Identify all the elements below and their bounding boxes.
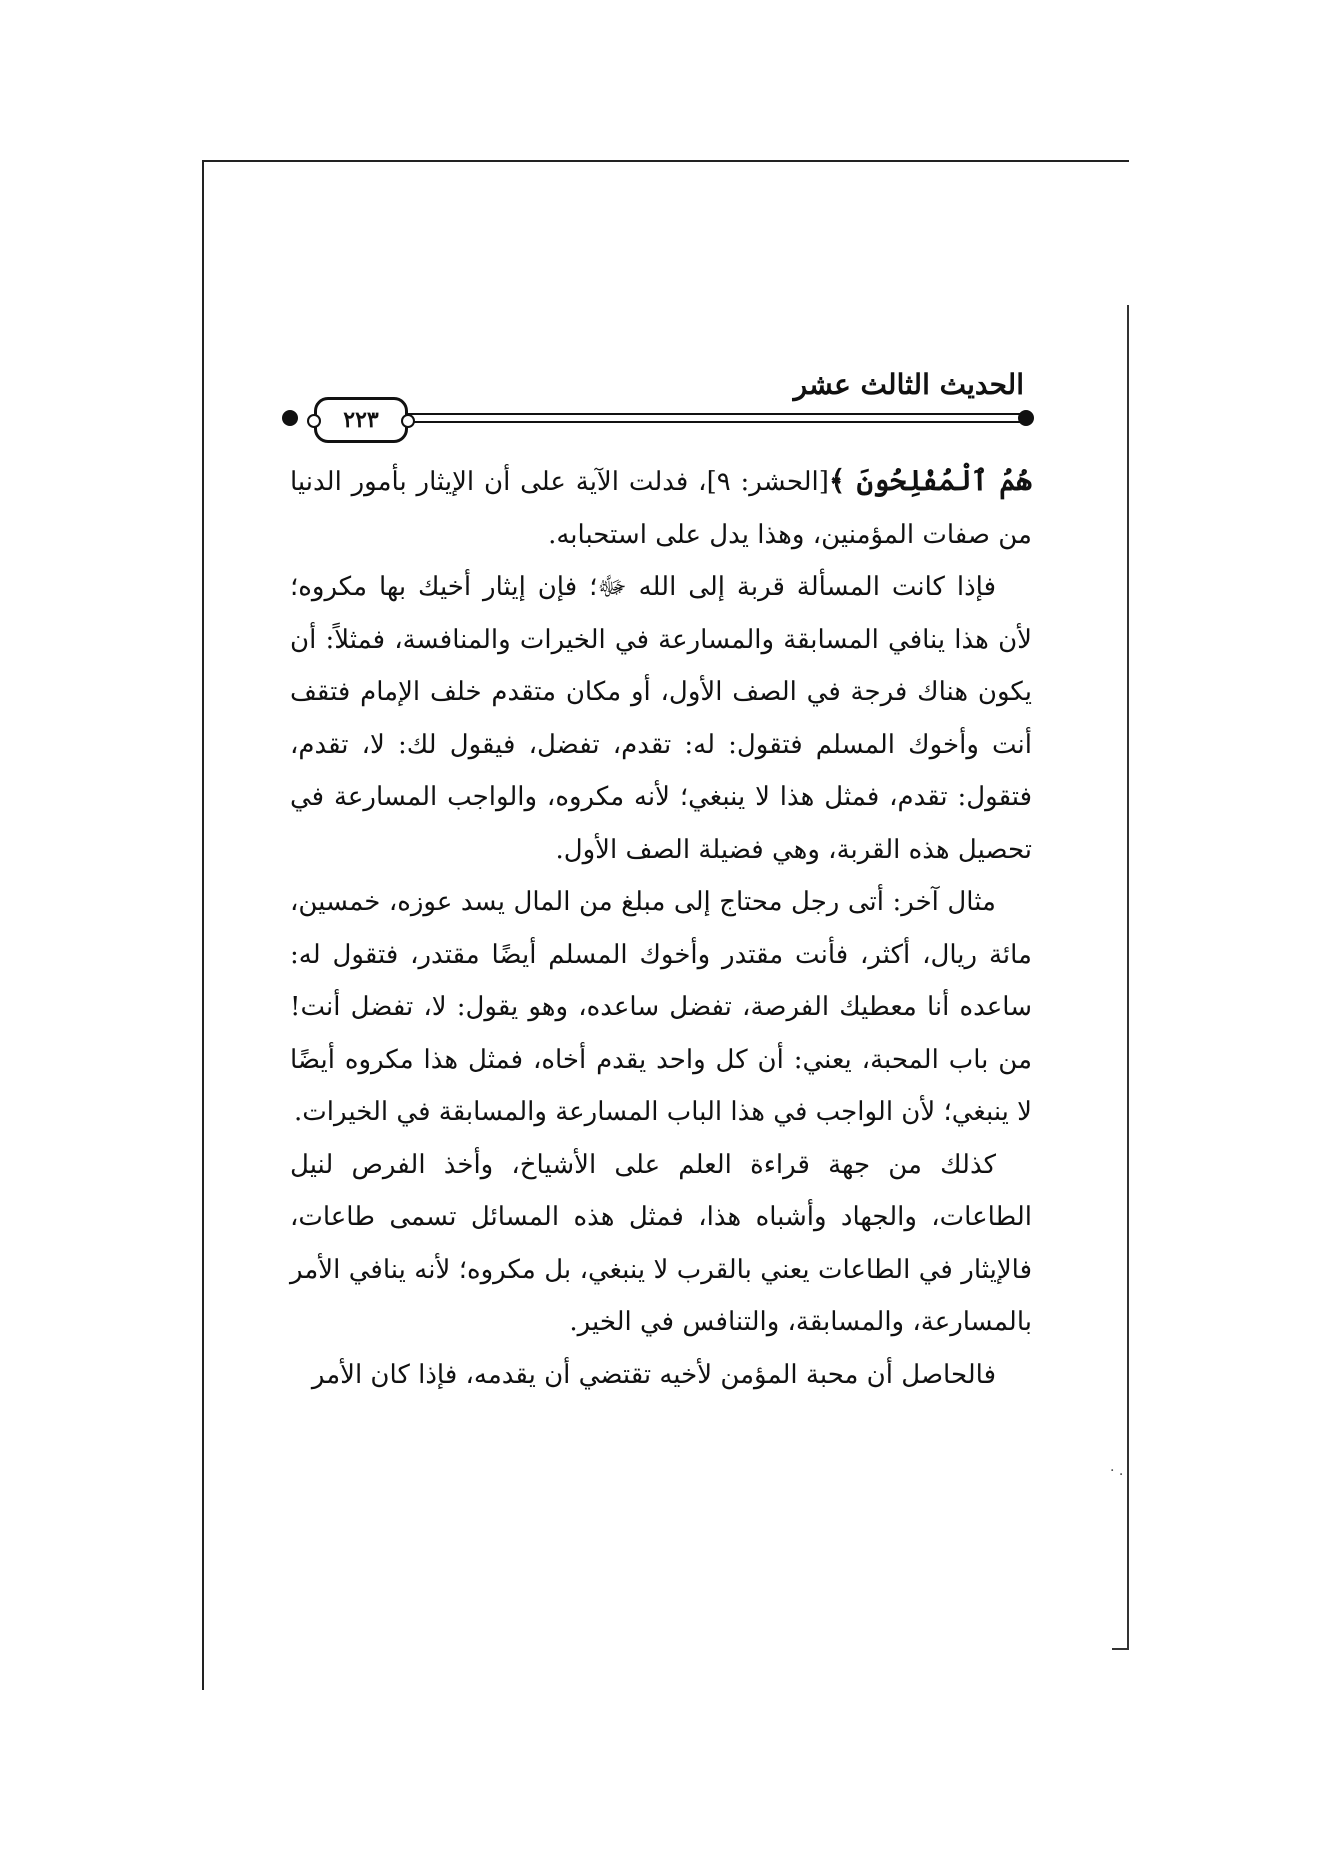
page-number: ٢٢٣ (343, 407, 379, 433)
ornament-dot-right (1018, 410, 1034, 426)
paragraph-3: مثال آخر: أتى رجل محتاج إلى مبلغ من المال يسد عوزه، خمسين، مائة ريال، أكثر، فأنت مقتدر وأخوك المسلم أيضًا مقتدر، فتقول له: ساعده أنا معطيك الفرصة، تفضل ساعده، وهو يقول: لا، تفضل أنت! من باب المحبة، يعني: أن كل واحد يقدم أخاه، فمثل هذا مكروه أيضًا لا ينبغي؛ لأن الواجب في هذا الباب المسارعة والمسابقة في الخيرات. (290, 887, 1032, 1127)
scan-frame-top (202, 160, 1129, 162)
paragraph-5: فالحاصل أن محبة المؤمن لأخيه تقتضي أن يقدمه، فإذا كان الأمر (311, 1359, 996, 1390)
scan-frame-right-foot (1112, 1648, 1129, 1650)
paragraph-2: فإذا كانت المسألة قربة إلى الله ﷻ؛ فإن إيثار أخيك بها مكروه؛ لأن هذا ينافي المسابقة والمسارعة في الخيرات والمنافسة، فمثلاً: أن يكون هناك فرجة في الصف الأول، أو مكان متقدم خلف الإمام فتقف أنت وأخوك المسلم فتقول: له: تقدم، تفضل، فيقول لك: لا، تقدم، فتقول: تقدم، فمثل هذا لا ينبغي؛ لأنه مكروه، والواجب المسارعة في تحصيل هذه القربة، وهي فضيلة الصف الأول. (290, 572, 1032, 865)
scan-frame-left (202, 160, 204, 1690)
header-rule-top (400, 413, 1024, 415)
quran-verse: هُمُ ٱلْمُفْلِحُونَ ﴾ (828, 464, 1033, 497)
body-text (290, 455, 1032, 1401)
paragraph-1-text: [الحشر: ٩]، فدلت الآية على أن الإيثار بأمور الدنيا من صفات المؤمنين، وهذا يدل على استحبابه. (290, 467, 1032, 550)
running-title: الحديث الثالث عشر (793, 368, 1024, 401)
page-number-box (314, 397, 408, 443)
paragraph-1 (290, 455, 1032, 561)
ornament-dot-left (282, 410, 298, 426)
running-header (282, 368, 1042, 438)
margin-speck: · . (1110, 1463, 1124, 1479)
scan-frame-right (1127, 305, 1129, 1650)
paragraph-4: كذلك من جهة قراءة العلم على الأشياخ، وأخذ الفرص لنيل الطاعات، والجهاد وأشباه هذا، فمثل هذه المسائل تسمى طاعات، فالإيثار في الطاعات يعني بالقرب لا ينبغي، بل مكروه؛ لأنه ينافي الأمر بالمسارعة، والمسابقة، والتنافس في الخير. (290, 1149, 1032, 1337)
header-rule-bottom (400, 421, 1024, 423)
